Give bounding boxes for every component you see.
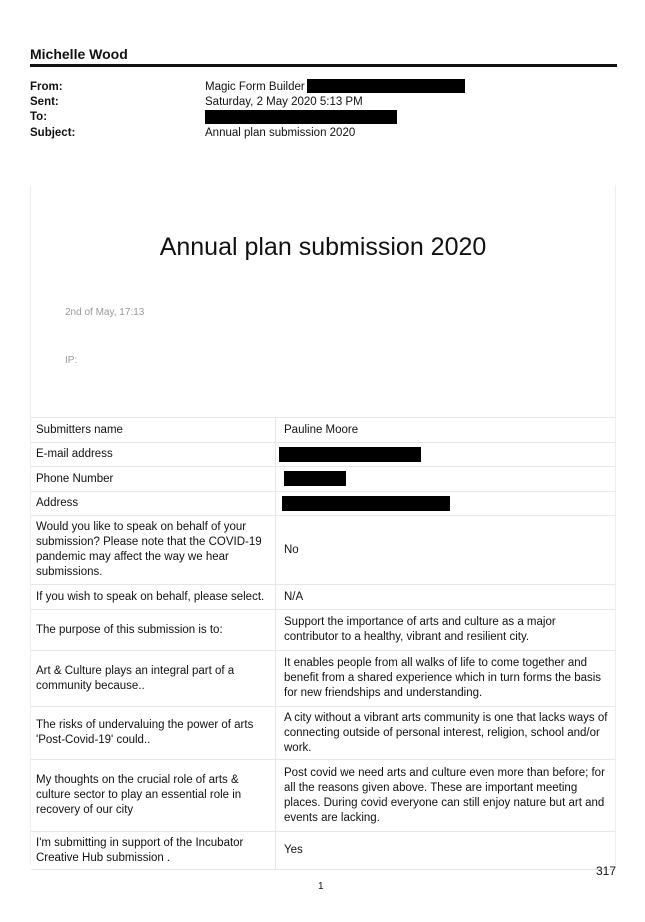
question-cell: E-mail address	[31, 443, 276, 467]
table-row	[31, 418, 615, 443]
from-value: Magic Form Builder	[205, 81, 305, 93]
form-title: Annual plan submission 2020	[159, 233, 487, 261]
redacted-phone	[284, 471, 346, 486]
answer-cell: A city without a vibrant arts community is one that lacks ways of connecting outside of personal interest, religion, school and/or work.	[276, 707, 616, 760]
table-row	[31, 492, 615, 516]
answer-cell: Post covid we need arts and culture even more than before; for all the reasons given above. These are important meeting places. During covid everyone can still enjoy nature but art and events are lacking.	[276, 760, 616, 832]
to-label: To:	[30, 111, 48, 123]
question-cell: My thoughts on the crucial role of arts & culture sector to play an essential role in recovery of our city	[31, 760, 276, 832]
subject-value: Annual plan submission 2020	[205, 127, 356, 139]
sender-name: Michelle Wood	[30, 46, 128, 62]
table-row	[31, 467, 615, 492]
form-card	[30, 185, 616, 865]
question-cell: Phone Number	[31, 467, 276, 492]
question-cell: Art & Culture plays an integral part of a community because..	[31, 651, 276, 707]
sent-value: Saturday, 2 May 2020 5:13 PM	[205, 96, 363, 108]
table-row	[31, 707, 615, 760]
redacted-to	[205, 110, 397, 124]
answer-cell	[276, 443, 616, 467]
page-number: 1	[318, 881, 324, 892]
table-row	[31, 443, 615, 467]
header-rule	[30, 64, 617, 67]
table-row	[31, 516, 615, 585]
answer-cell: N/A	[276, 585, 616, 610]
answer-cell	[276, 467, 616, 492]
redacted-email	[279, 447, 421, 462]
redacted-from-email	[307, 79, 465, 93]
redacted-address	[282, 496, 450, 511]
table-row	[31, 832, 615, 870]
question-cell: I'm submitting in support of the Incubator Creative Hub submission .	[31, 832, 276, 870]
subject-label: Subject:	[30, 127, 76, 139]
question-cell: If you wish to speak on behalf, please select.	[31, 585, 276, 610]
answer-cell: It enables people from all walks of life to come together and benefit from a shared experience which in turn forms the basis for new friendships and understanding.	[276, 651, 616, 707]
question-cell: Address	[31, 492, 276, 516]
answer-cell	[276, 492, 616, 516]
table-row	[31, 651, 615, 707]
sent-label: Sent:	[30, 96, 59, 108]
ip-label: IP:	[65, 355, 78, 366]
table-row	[31, 585, 615, 610]
table-row	[31, 610, 615, 651]
answer-cell: Yes	[276, 832, 616, 870]
question-cell: Would you like to speak on behalf of your submission? Please note that the COVID-19 pandemic may affect the way we hear submissions.	[31, 516, 276, 585]
question-cell: The risks of undervaluing the power of arts 'Post-Covid-19' could..	[31, 707, 276, 760]
question-cell: The purpose of this submission is to:	[31, 610, 276, 651]
table-row	[31, 760, 615, 832]
answer-cell: Pauline Moore	[276, 418, 616, 443]
question-cell: Submitters name	[31, 418, 276, 443]
submission-table	[31, 417, 615, 870]
answer-cell: Support the importance of arts and culture as a major contributor to a healthy, vibrant and resilient city.	[276, 610, 616, 651]
from-label: From:	[30, 81, 63, 93]
document-number: 317	[596, 864, 617, 878]
answer-cell: No	[276, 516, 616, 585]
submission-date: 2nd of May, 17:13	[65, 307, 145, 318]
